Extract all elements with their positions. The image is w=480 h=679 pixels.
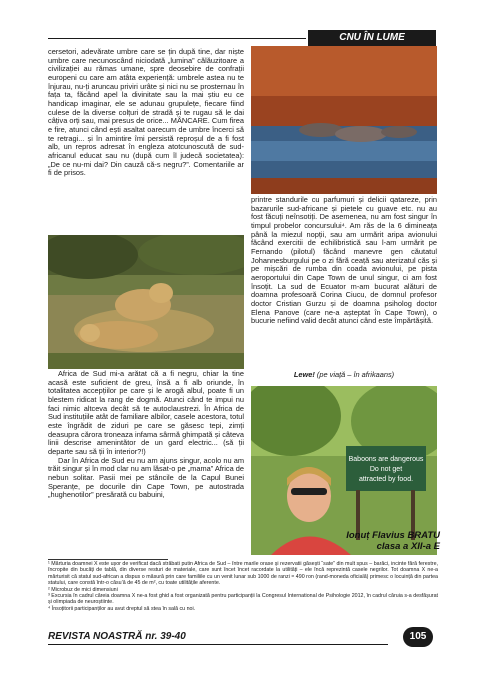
paragraph: Africa de Sud mi-a arătat că a fi negru, chiar la tine acasă este suficient de greu, însă a fi alb oriunde, în totalitatea accepțiilor pe care și le arogă albul, poate fi un blestem ridicat la rang de dogmă. Atunci când te impui nu faci nimic altceva decât să te autoclaustrezi. În Africa de Sud instituțiile atât de familiare albilor, casele acestora, totul este îngrădit de ziduri pe care se găsesc tepi, zimți deasupra cărora troneaza infama sârmă ghimpată și câteva linii descrise amenintător de un gard electric... (să ții departe sau să ții în interior?!)	[48, 369, 244, 456]
page-number: 105	[403, 627, 433, 647]
paragraph: cersetori, adevărate umbre care se țin după tine, dar niște umbre care necunoscând niciodată „lumina” călăuzitoare a civilizației au rămas umane, spre deosebire de confrații europeni cu care am atâta experiență: umbrele astea nu te înjurau, nu-ți aruncau priviri urâte și nici nu se prosternau în fața ta, făcând apel la divinitate sau la mai știu eu ce handicap imaginar, ele se adunau grupulețe, fiecare fiind culese de la diverse colțuri de stradă și te rugau să le dai câțiva orți sau, mai presus de orice... MÂNCARE. Cum firea e fire, atunci când ești asaltat oarecum de umbre încerci să te retragi... și în amintire îmi persistă reproșul de a fi fost alb, un repros adresat în engleza atotcunoscută de sud-africanul educat sau nu (după cum îl judecă societatea): „De ce nu-mi dai? Din cauză că-s negru?”. Comentariile ar fi de prisos.	[48, 47, 244, 178]
quote-text: Lewe!	[293, 370, 315, 379]
author	[314, 530, 440, 552]
sign-line: Do not get	[369, 466, 403, 473]
section-tag: CNU ÎN LUME	[308, 30, 436, 46]
sign-line: Baboons are dangerous	[348, 456, 424, 463]
footnote: ² Microbuz de mici dimensiuni	[48, 586, 118, 593]
author-name: Ionuț Flavius BRATU	[346, 530, 440, 541]
footnote-rule	[48, 559, 168, 560]
magazine-title: REVISTA NOASTRĂ nr. 39-40	[48, 631, 186, 642]
hippos-photo	[251, 46, 437, 194]
sign-line: attracted by food.	[358, 476, 414, 483]
author-class: clasa a XII-a E	[376, 541, 440, 552]
quote	[251, 370, 437, 379]
paragraph: printre standurile cu parfumuri și delicii qatareze, prin bazarurile sud-africane și pietele cu guave etc. nu au fost făcuți neînsotiți. De asemenea, nu am fost singur în timpul probelor concursului⁴. Am răs de la 6 dimineața până la miezul nopții, sau am urmărit aripa avionului făcând exercitii de echilibristică sau l-am urmărit pe Fernando (pilotul) făcând manevre gen căutatul Johannesburgului pe o zi fără ceață sau aterizatul căs și pe mișcări de rumba din coada avionului, pe pista aeroportului din Cape Town de unul singur, ci am fost însoțit. La sud de Ecuator m-am bucurat alături de doamna profesoară Corina Ciucu, de domnul profesor doctor Cristian Gurzu și de doamna psiholog doctor Elena Panove (care ne-a așteptat în Cape Town), o bucurie nefiind valid decât atunci când este împărtășită.	[251, 195, 437, 326]
footnote: ³ Excursia în cadrul căreia doamna X ne-a fost ghid a fost organizată pentru participanții la Congresul International de Psihologie 2012, în cadrul căruia s-a desfășurat și olimpiada de neuroștiinte.	[48, 593, 438, 606]
quote-translation: (pe viață – în afrikaans)	[316, 370, 395, 379]
left-column-bottom	[48, 370, 244, 500]
left-column-top	[48, 48, 244, 178]
hippos-illustration	[251, 46, 437, 194]
header-rule	[48, 38, 306, 39]
paragraph: Dar în Africa de Sud eu nu am ajuns singur, acolo nu am trăit singur și în mod clar nu am lăsat-o pe „mama” Africa de nebun solitar. Pasii mei pe stâncile de la Capul Bunei Speranțe, pe docurile din Cape Town, pe autostrada „hughenotilor” presărată cu babuini,	[48, 455, 244, 500]
lions-illustration	[48, 235, 244, 369]
footnote: ⁴ Însoțitorii participanților au avut dreptul să stea în sală cu noi.	[48, 605, 196, 612]
footnotes	[48, 561, 438, 612]
right-column	[251, 196, 437, 326]
lions-photo	[48, 235, 244, 369]
footer-rule	[48, 644, 388, 645]
footnote: ¹ Mărturia doamnei X este ușor de verificat dacă străbati putin Africa de Sud – între marile orase și rezervatii găsești “sate” din mult spus – barăci, incinte fără ferestre, încropite din bucăți de tablă, din diverse resturi de materiale, care sunt încet încet racordate la utilități – ele încă reprezintă casele negrilor. Tot doamna X ne-a mărturisit că statul sud-african a dispus o măsură prin care familiile cu un venit lunar sub 1000 de ranzi ≈ 490 ron (rand-moneda oficială) primesc o locuință din partea statului, care constă într-o căsu’ă de 45 de m², cu toate utilitățile aferente.	[48, 561, 438, 587]
